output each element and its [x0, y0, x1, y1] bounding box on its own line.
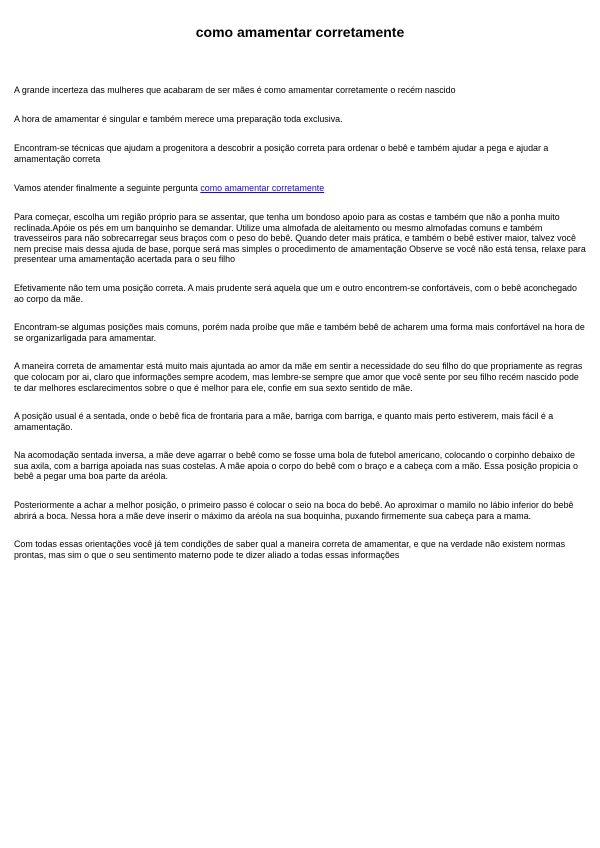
paragraph-8: A posição usual é a sentada, onde o bebê fica de frontaria para a mãe, barriga com barriga, e quanto mais perto estiverem, mais fácil é a amamentação.	[14, 411, 554, 432]
link-paragraph-prefix: Vamos atender finalmente a seguinte pergunta	[14, 183, 201, 194]
paragraph-2: A hora de amamentar é singular e também merece uma preparação toda exclusiva.	[14, 113, 343, 124]
paragraph-link	[14, 183, 588, 194]
document-body	[14, 85, 588, 578]
paragraph-10: Posteriormente a achar a melhor posição, o primeiro passo é colocar o seio na boca do bebê. Ao aproximar o mamilo no lábio inferior do bebê abrirá a boca. Nessa hora a mãe deve inserir o máximo da aréola na sua boquinha, puxando firmemente sua cabeça para a mama.	[14, 500, 574, 521]
paragraph-9: Na acomodação sentada inversa, a mãe deve agarrar o bebê como se fosse uma bola de futebol americano, colocando o corpinho debaixo de sua axila, com a barriga apoiada nas suas costelas. A mãe apoia o corpo do bebê com o braço e a cabeça com a mão. Essa posição propicia o bebê a pegar uma boa parte da aréola.	[14, 450, 578, 482]
article-link[interactable]: como amamentar corretamente	[200, 183, 325, 194]
paragraph-7: A maneira correta de amamentar está muito mais ajuntada ao amor da mãe em sentir a necessidade do seu filho do que propriamente as regras que colocam por ai, claro que informações sempre acodem, mas lembre-se sempre que amor que você sente por seu filho recém nascido pode te dar melhores esclarecimentos sobre o que é melhor para ele, confie em sua sexto sentido de mãe.	[14, 361, 583, 393]
paragraph-1: A grande incerteza das mulheres que acabaram de ser mães é como amamentar corretamente o recém nascido	[14, 85, 456, 95]
page-title: como amamentar corretamente	[195, 24, 405, 40]
paragraph-6: Encontram-se algumas posições mais comuns, porém nada proíbe que mãe e também bebê de acharem uma forma mais confortável na hora de se organizarligada para amamentar.	[14, 322, 585, 343]
paragraph-11: Com todas essas orientações você já tem condições de saber qual a maneira correta de amamentar, e que na verdade não existem normas prontas, mas sim o que o seu sentimento materno pode te dizer aliado a todas essas informações	[14, 539, 566, 560]
paragraph-4: Para começar, escolha um região próprio para se assentar, que tenha um bondoso apoio para as costas e também que não a ponha muito reclinada.Apóie os pés em um banquinho se demandar. Utilize uma almofada de aleitamento ou mesmo almofadas comuns e também travesseiros para não sobrecarregar seus braços com o peso do bebê. Quando deter mais prática, e também o bebê estiver maior, talvez você nem precise mais dessa ajuda de base, porque será mas simples o procedimento de amamentação Observe se você não está tensa, relaxe para presentear uma amamentação acertada para o seu filho	[14, 211, 586, 265]
paragraph-5: Efetivamente não tem uma posição correta. A mais prudente será aquela que um e outro encontrem-se confortáveis, com o bebê aconchegado ao corpo da mãe.	[14, 282, 577, 304]
paragraph-3: Encontram-se técnicas que ajudam a progenitora a descobrir a posição correta para ordenar o bebê e também ajudar a pega e ajudar a amamentação correta	[14, 143, 549, 164]
